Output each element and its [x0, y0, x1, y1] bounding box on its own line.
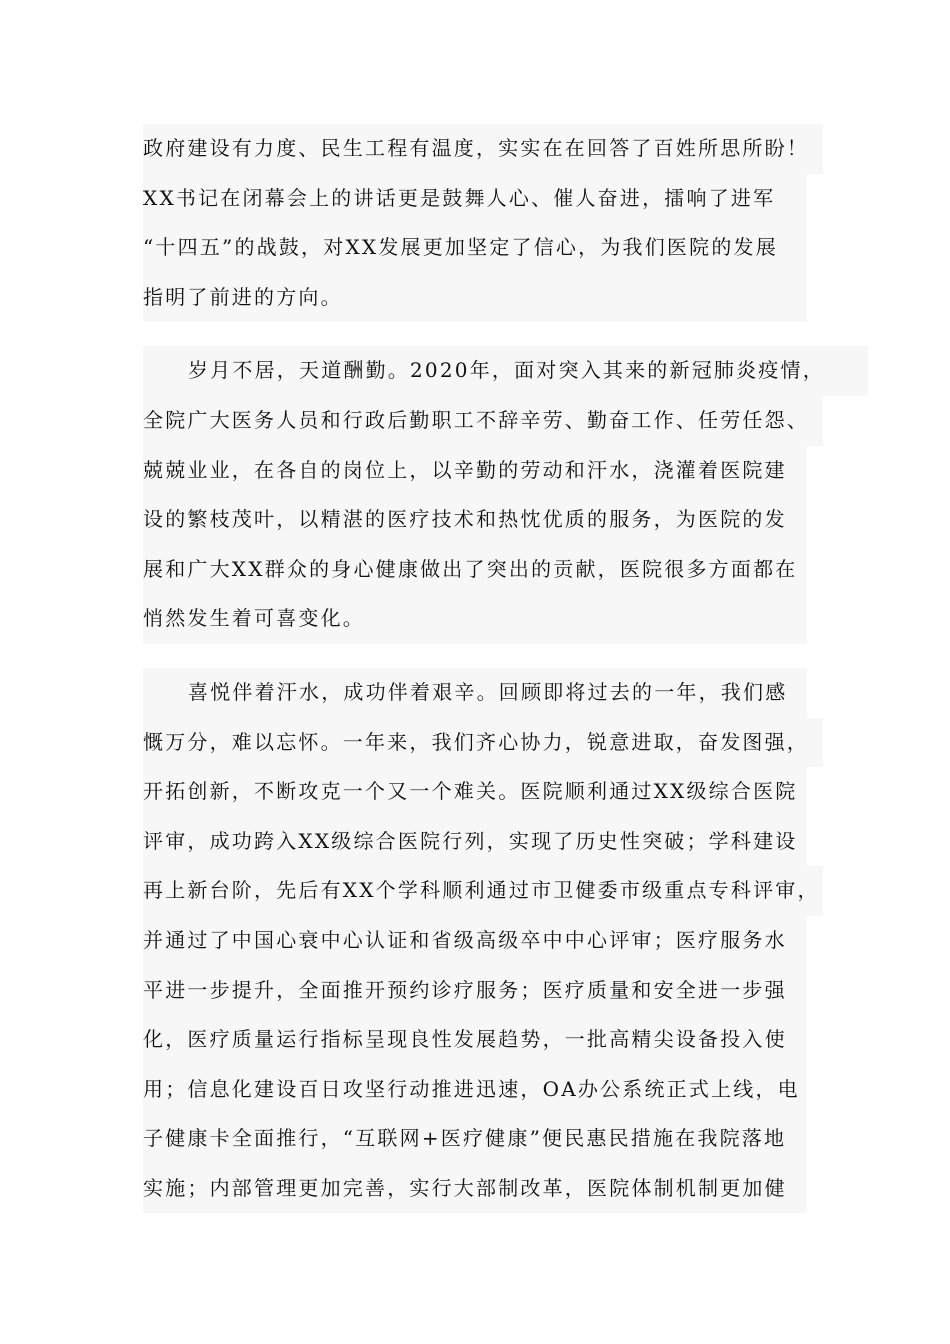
text-line: 全院广大医务人员和行政后勤职工不辞辛劳、勤奋工作、任劳任怨、 — [143, 396, 823, 446]
text-line: 兢兢业业，在各自的岗位上，以辛勤的劳动和汗水，浇灌着医院建 — [143, 446, 807, 496]
text-line: 慨万分，难以忘怀。一年来，我们齐心协力，锐意进取，奋发图强， — [143, 718, 823, 768]
text-line: 子健康卡全面推行，“互联网+医疗健康”便民惠民措施在我院落地 — [143, 1114, 807, 1164]
text-line: 悄然发生着可喜变化。 — [143, 594, 807, 644]
paragraph-3 — [143, 668, 820, 1214]
text-line: XX书记在闭幕会上的讲话更是鼓舞人心、催人奋进，擂响了进军 — [143, 174, 807, 224]
text-line: 开拓创新，不断攻克一个又一个难关。医院顺利通过XX级综合医院 — [143, 767, 807, 817]
text-line: 指明了前进的方向。 — [143, 273, 807, 323]
text-line: 展和广大XX群众的身心健康做出了突出的贡献，医院很多方面都在 — [143, 545, 807, 595]
text-line: 并通过了中国心衰中心认证和省级高级卒中中心评审；医疗服务水 — [143, 916, 807, 966]
document-body — [143, 124, 825, 1213]
text-line: 岁月不居，天道酬勤。2020年，面对突入其来的新冠肺炎疫情， — [143, 346, 868, 396]
text-line: 平进一步提升，全面推开预约诊疗服务；医疗质量和安全进一步强 — [143, 966, 807, 1016]
text-line: 化，医疗质量运行指标呈现良性发展趋势，一批高精尖设备投入使 — [143, 1015, 807, 1065]
paragraph-1 — [143, 124, 807, 322]
text-line: 评审，成功跨入XX级综合医院行列，实现了历史性突破；学科建设 — [143, 817, 807, 867]
text-line: 喜悦伴着汗水，成功伴着艰辛。回顾即将过去的一年，我们感 — [143, 668, 807, 718]
paragraph-spacer — [143, 644, 807, 668]
text-line: “十四五”的战鼓，对XX发展更加坚定了信心，为我们医院的发展 — [143, 223, 807, 273]
paragraph-2 — [143, 346, 825, 644]
text-line: 用；信息化建设百日攻坚行动推进迅速，OA办公系统正式上线，电 — [143, 1065, 807, 1115]
paragraph-spacer — [143, 322, 807, 346]
text-line: 再上新台阶，先后有XX个学科顺利通过市卫健委市级重点专科评审， — [143, 866, 823, 916]
text-line: 政府建设有力度、民生工程有温度，实实在在回答了百姓所思所盼！ — [143, 124, 823, 174]
text-line: 设的繁枝茂叶，以精湛的医疗技术和热忱优质的服务，为医院的发 — [143, 495, 807, 545]
text-line: 实施；内部管理更加完善，实行大部制改革，医院体制机制更加健 — [143, 1164, 807, 1214]
